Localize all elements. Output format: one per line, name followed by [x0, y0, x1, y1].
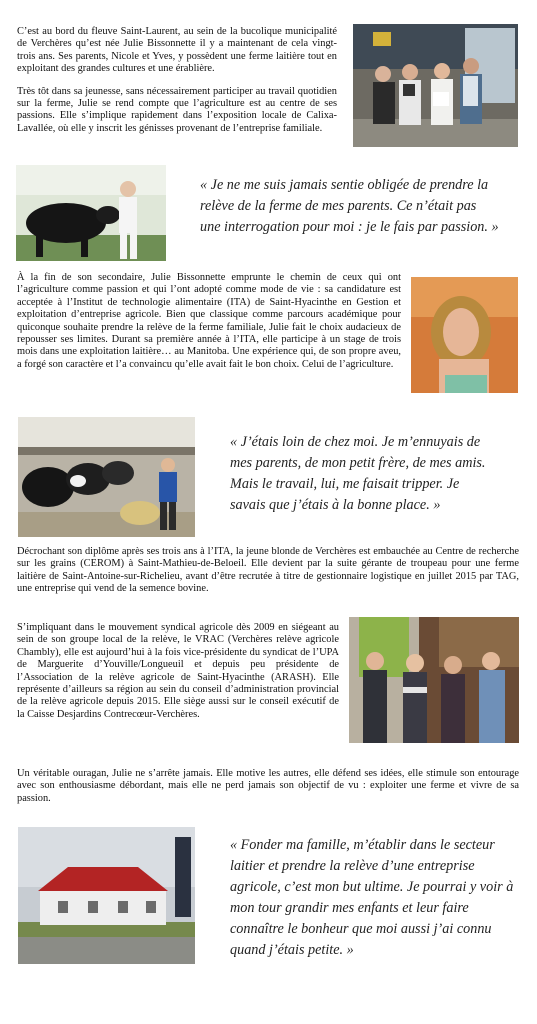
- quote-3: [230, 835, 520, 961]
- team-photo: [349, 617, 519, 743]
- quote-2-text: « J’étais loin de chez moi. Je m’ennuyais de mes parents, de mon petit frère, de mes amis. Mais le travail, lui, me faisait tripper. Je savais que j’étais à la bonne place. »: [230, 434, 486, 513]
- quote-2: [230, 432, 498, 516]
- summary-paragraph: Un véritable ouragan, Julie ne s’arrête jamais. Elle motive les autres, elle défend ses idées, elle stimule son entourage avec son enthousiasme débordant, mais elle ne perd jamais son objectif de vu : exploiter une ferme et vivre de sa passion.: [17, 768, 519, 804]
- quote-1-text: « Je ne me suis jamais sentie obligée de prendre la relève de la ferme de mes parents. Ce n’était pas une interrogation pour moi : je le fais par passion. »: [200, 177, 499, 235]
- quote-3-text: « Fonder ma famille, m’établir dans le secteur laitier et prendre la relève d’une entreprise agricole, c’est mon but ultime. Je pourrai y voir à mon tour grandir mes enfants et leur faire connaître le bonheur que moi aussi j’ai connu quand j’étais petite. »: [230, 837, 514, 958]
- intro-section: [17, 26, 337, 135]
- involvement-section: [17, 622, 339, 721]
- career-section: [17, 546, 519, 596]
- education-section: [17, 272, 401, 371]
- intro-paragraph-2: Très tôt dans sa jeunesse, sans nécessairement participer au travail quotidien sur la ferme, Julie se rend compte que l’agriculture est au centre de ses passions. Elle s’implique rapidement dans l’exposition locale de Calixa-Lavallée, où elle y inscrit les génisses provenant de l’entreprise familiale.: [17, 85, 337, 134]
- intro-paragraph-1: C’est au bord du fleuve Saint-Laurent, au sein de la bucolique municipalité de Verchères qu’est née Julie Bissonnette il y a maintenant de cela vingt-trois ans. Ses parents, Nicole et Yves, y possèdent une ferme laitière tout en exploitant des grandes cultures et une érablière.: [17, 26, 337, 75]
- red-barn-photo: [18, 827, 195, 964]
- career-paragraph: Décrochant son diplôme après ses trois ans à l’ITA, la jeune blonde de Verchères est embauchée au Centre de recherche sur les grains (CEROM) à Saint-Mathieu-de-Beloeil. Elle devient par la suite gérante de troupeau pour une ferme laitière de Saint-Antoine-sur-Richelieu, avant d’être recrutée à titre de gestionnaire logistique en juillet 2015 par TAG, une entreprise qui vend de la semence bovine.: [17, 546, 519, 595]
- education-paragraph: À la fin de son secondaire, Julie Bissonnette emprunte le chemin de ceux qui ont l’agriculture comme passion et qui l’ont adopté comme mode de vie : sa candidature est acceptée à l’Institut de technologie alimentaire (ITA) de Saint-Hyacinthe en Gestion et exploitation d’entreprise agricole. Bien que classique comme parcours académique pour quiconque souhaite prendre la relève de la ferme familiale, Julie fait le choix audacieux de repousser ses limites. Durant sa première année à l’ITA, elle participe à un stage de trois mois dans une exploitation laitière… au Manitoba. Une expérience qui, de son propre aveu, a forgé son caractère et l’a convaincu qu’elle avait fait le bon choix. Celui de l’agriculture.: [17, 272, 401, 370]
- involvement-paragraph: S’impliquant dans le mouvement syndical agricole dès 2009 en siégeant au sein de son groupe local de la relève, le VRAC (Verchères relève agricole Chambly), elle est aujourd’hui à la fois vice-présidente du syndicat de l’UPA de Marguerite d’Youville/Longueuil et depuis peu présidente de l’Association de la relève agricole de Saint-Hyacinthe (ARASH). Elle représente d’ailleurs sa région au sein du conseil d’administration provincial de la relève agricole depuis 2015. Elle siège aussi sur le conseil exécutif de la Caisse Desjardins Contrecœur-Verchères.: [17, 622, 339, 720]
- family-photo: [353, 24, 518, 147]
- barn-cows-photo: [18, 417, 195, 537]
- portrait-photo: [411, 277, 518, 393]
- quote-1: [200, 175, 500, 238]
- summary-section: [17, 768, 519, 805]
- cow-show-photo: [16, 165, 166, 261]
